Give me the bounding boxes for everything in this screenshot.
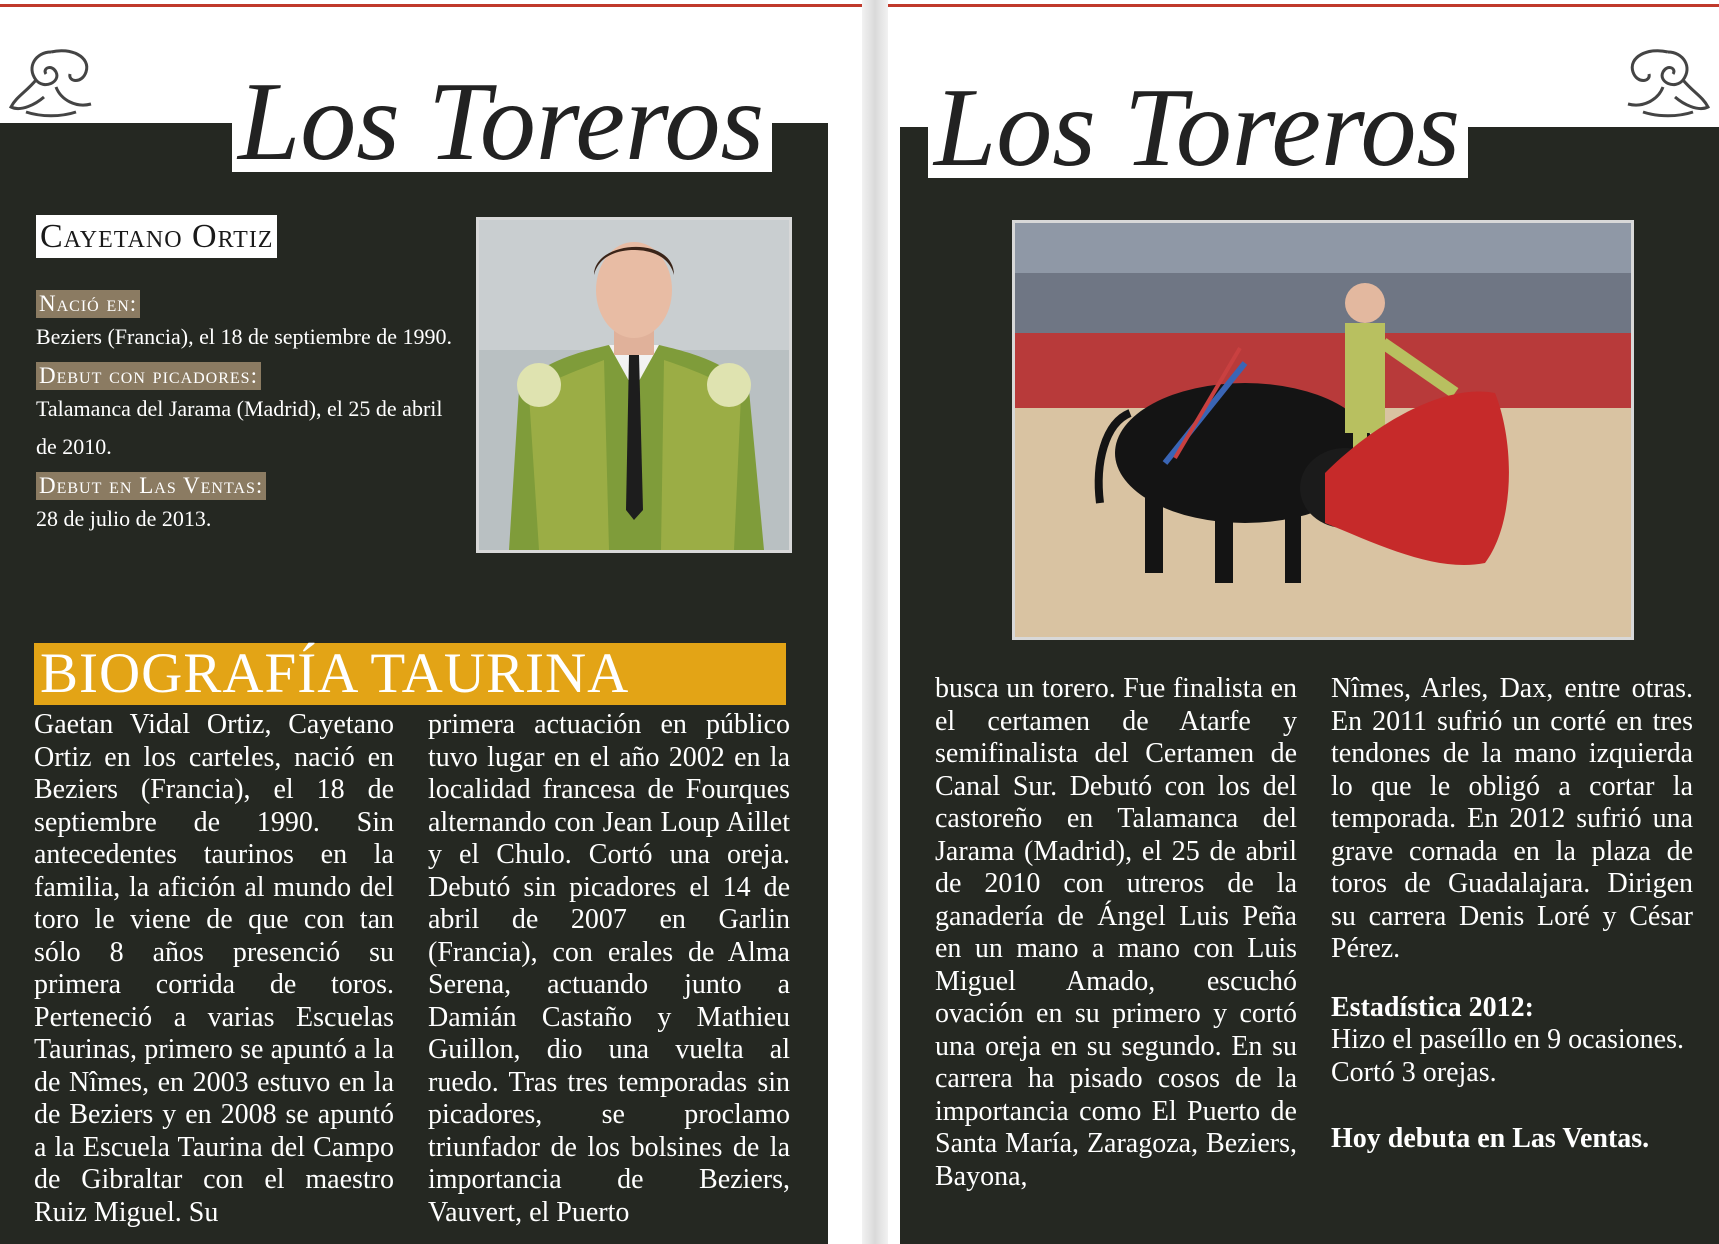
debut-picadores-label: Debut con picadores: (36, 362, 261, 390)
spread-gutter (862, 0, 888, 1244)
bio-column-3: busca un torero. Fue finalista en el certamen de Atarfe y semifinalista del Certamen de Canal Sur. Debutó con los del castoreño en Talamanca del Jarama (Madrid), el 25 de abril de 2010 con utreros de la ganadería de Ángel Luis Peña en un mano a mano con Luis Miguel Amado, escuchó ovación en su primero y cortó una oreja en su segundo. En su carrera ha pisado cosos de la importancia como El Puerto de Santa María, Zaragoza, Beziers, Bayona, (935, 673, 1297, 1192)
stats-line-1: Hizo el paseíllo en 9 ocasiones. (1331, 1024, 1685, 1055)
left-page-title: Los Toreros (232, 72, 772, 172)
bullfight-action-photo (1012, 220, 1634, 640)
bio-column-4: Nîmes, Arles, Dax, entre otras. En 2011 sufrió un corté en tres tendones de la mano izquierda lo que le obligó a cortar la temporada. En 2012 sufrió una grave cornada en la plaza de toros de Guadalajara. Dirigen su carrera Denis Loré y César Pérez. (1331, 673, 1693, 964)
debut-ventas-value: 28 de julio de 2013. (36, 506, 212, 531)
bio-column-4-block (1331, 673, 1693, 1156)
stats-line-2: Cortó 3 orejas. (1331, 1056, 1497, 1088)
birth-label: Nació en: (36, 290, 140, 318)
birth-value: Beziers (Francia), el 18 de septiembre de 1990. (36, 324, 453, 349)
right-page-top-edge (888, 4, 1719, 7)
bio-column-2: primera actuación en público tuvo lugar en el año 2002 en la localidad francesa de Fourques alternando con Jean Loup Aillet y el Chulo. Cortó una oreja. Debutó sin picadores el 14 de abril de 2007 en Garlin (Francia), con erales de Alma Serena, actuando junto a Damián Castaño y Mathieu Guillon, dio una vuelta al ruedo. Tras tres temporadas sin picadores, se proclamo triunfador de los bolsines de la importancia de Beziers, Vauvert, el Puerto (428, 709, 790, 1228)
right-ornament-icon (1623, 42, 1713, 122)
left-page-top-edge (0, 4, 862, 7)
debut-picadores-value: Talamanca del Jarama (Madrid), el 25 de abril de 2010. (36, 396, 443, 459)
torero-name: Cayetano Ortiz (36, 215, 277, 258)
left-ornament-icon (6, 42, 96, 122)
debut-ventas-label: Debut en Las Ventas: (36, 472, 266, 500)
closing-line: Hoy debuta en Las Ventas. (1331, 1123, 1650, 1154)
right-page-title: Los Toreros (928, 78, 1468, 178)
bio-column-1: Gaetan Vidal Ortiz, Cayetano Ortiz en los carteles, nació en Beziers (Francia), el 18 de septiembre de 1990. Sin antecedentes taurinos en la familia, la afición al mundo del toro le viene de que con tan sólo 8 años presenció su primera corrida de toros. Perteneció a varias Escuelas Taurinas, primero se apuntó a la de Nîmes, en 2003 estuvo en la de Beziers y en 2008 se apuntó a la Escuela Taurina del Campo de Gibraltar con el maestro Ruiz Miguel. Su (34, 709, 394, 1228)
stats-heading: Estadística 2012: (1331, 991, 1534, 1023)
biography-heading: BIOGRAFÍA TAURINA (34, 643, 786, 705)
profile-info (36, 286, 466, 540)
torero-portrait-photo (476, 217, 792, 553)
